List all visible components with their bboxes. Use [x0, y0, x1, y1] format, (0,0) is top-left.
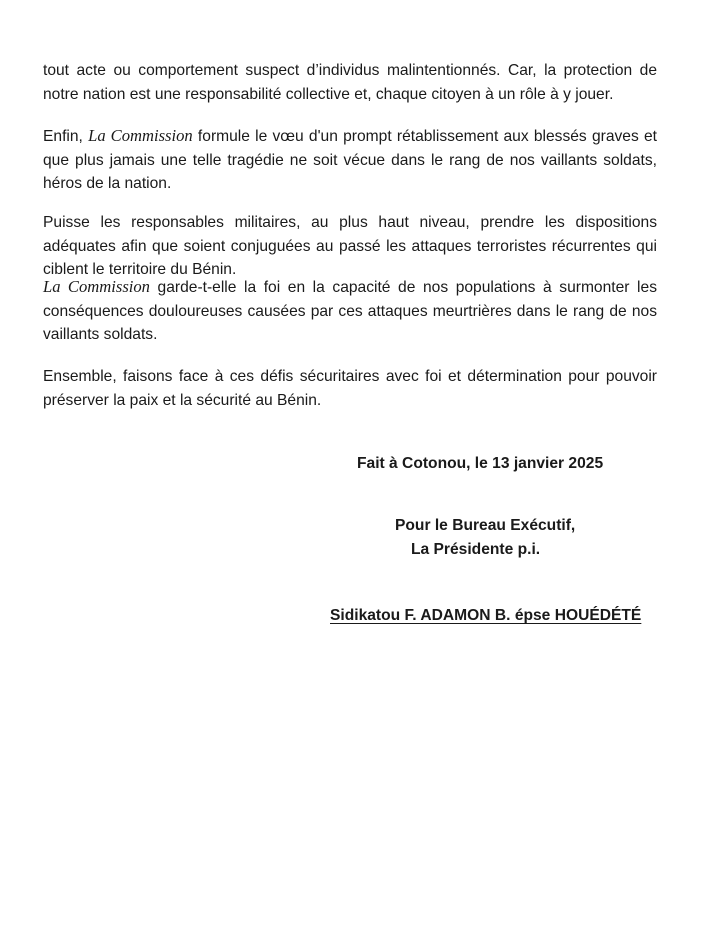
paragraph-military-text: Puisse les responsables militaires, au plus haut niveau, prendre les dispositions adéquates afin que soient conjuguées au passé les attaques terroristes récurrentes qui ciblent le territoire du Bénin.	[43, 214, 657, 278]
paragraph-faith	[43, 275, 657, 347]
paragraph-vigilance	[43, 59, 657, 106]
commission-name: La Commission	[43, 277, 150, 296]
president-title: La Présidente p.i.	[411, 541, 541, 558]
paragraph-wishes-lead: Enfin,	[43, 128, 89, 145]
paragraph-military	[43, 211, 657, 282]
paragraph-together-text: Ensemble, faisons face à ces défis sécuritaires avec foi et détermination pour pouvoir préserver la paix et la sécurité au Bénin.	[43, 368, 657, 409]
paragraph-faith-text: garde-t-elle la foi en la capacité de nos populations à surmonter les conséquences douloureuses causées par ces attaques meurtrières dans le rang de nos vaillants soldats.	[43, 279, 657, 343]
signatory-name: Sidikatou F. ADAMON B. épse HOUÉDÉTÉ	[330, 607, 642, 624]
place-and-date: Fait à Cotonou, le 13 janvier 2025	[357, 455, 604, 472]
paragraph-wishes-text: formule le vœu d'un prompt rétablissement aux blessés graves et que plus jamais une telle tragédie ne soit vécue dans le rang de nos vaillants soldats, héros de la nation.	[43, 128, 657, 192]
commission-name: La Commission	[88, 126, 193, 145]
bureau-line: Pour le Bureau Exécutif,	[395, 517, 576, 534]
paragraph-vigilance-text: tout acte ou comportement suspect d’individus malintentionnés. Car, la protection de notre nation est une responsabilité collective et, chaque citoyen à un rôle à y jouer.	[43, 62, 657, 103]
paragraph-together	[43, 365, 657, 412]
paragraph-wishes	[43, 124, 657, 196]
